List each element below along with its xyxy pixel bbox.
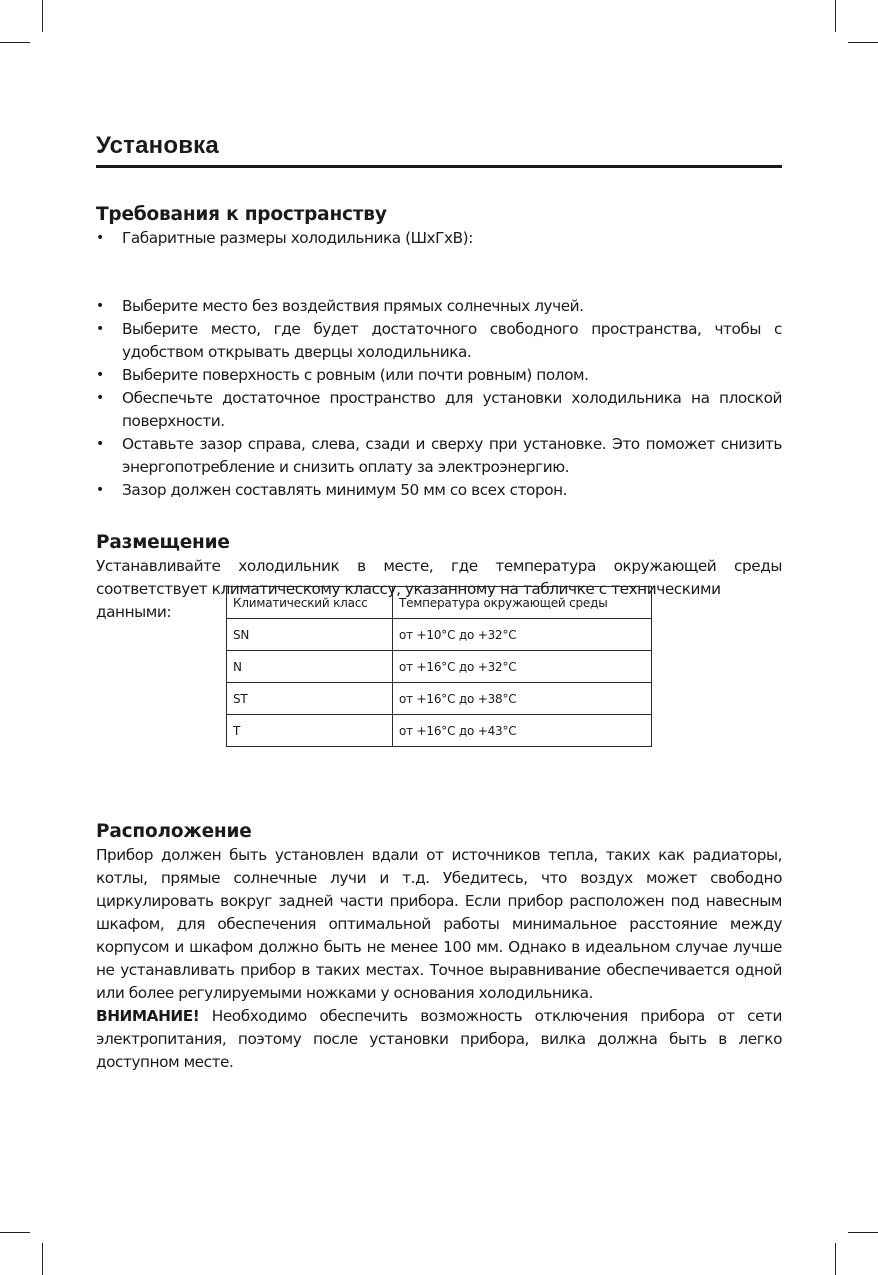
crop-mark: [0, 42, 30, 43]
table-cell: от +16°C до +38°C: [393, 683, 652, 715]
dimensions-blank: [96, 250, 782, 295]
table-header-row: [227, 587, 652, 619]
crop-mark: [42, 0, 43, 32]
space-requirements-section: [96, 203, 782, 502]
list-item: • Зазор должен составлять минимум 50 мм со всех сторон.: [96, 479, 782, 502]
space-requirements-list: [96, 295, 782, 502]
placement-text: Устанавливайте холодильник в месте, где температура окружающей среды соответствует климатическому классу, указанному на табличке с техническими: [96, 557, 782, 598]
placement-text-end: данными:: [96, 603, 172, 621]
climate-class-table: [226, 586, 652, 747]
table-cell: от +16°C до +43°C: [393, 715, 652, 747]
crop-mark: [835, 0, 836, 32]
page-content: [96, 128, 782, 1074]
list-item: • Выберите место без воздействия прямых солнечных лучей.: [96, 295, 782, 318]
column-header-temperature: Температура окружающей среды: [393, 587, 652, 619]
list-item: • Габаритные размеры холодильника (ШхГхВ):: [96, 227, 782, 250]
location-heading: Расположение: [96, 821, 252, 842]
column-header-class: Климатический класс: [227, 587, 393, 619]
placement-table-area: [96, 595, 782, 738]
list-item: • Обеспечьте достаточное пространство для установки холодильника на плоской поверхности.: [96, 387, 782, 433]
space-requirements-heading: Требования к пространству: [96, 204, 387, 225]
table-row: [227, 619, 652, 651]
list-item: • Выберите место, где будет достаточного свободного пространства, чтобы с удобством открывать дверцы холодильника.: [96, 318, 782, 364]
table-row: [227, 651, 652, 683]
table-row: [227, 683, 652, 715]
crop-mark: [0, 1232, 30, 1233]
placement-heading: Размещение: [96, 532, 230, 553]
placement-section: [96, 531, 782, 738]
list-item: • Выберите поверхность с ровным (или почти ровным) полом.: [96, 364, 782, 387]
table-cell: от +10°C до +32°C: [393, 619, 652, 651]
warning-text: Необходимо обеспечить возможность отключения прибора от сети электропитания, поэтому после установки прибора, вилка должна быть в легко доступном месте.: [96, 1007, 782, 1071]
crop-mark: [848, 42, 878, 43]
dimensions-list: [96, 227, 782, 250]
table-cell: от +16°C до +32°C: [393, 651, 652, 683]
list-item: • Оставьте зазор справа, слева, сзади и сверху при установке. Это поможет снизить энергопотребление и снизить оплату за электроэнергию.: [96, 433, 782, 479]
page-title: Установка: [96, 132, 219, 159]
location-section: [96, 820, 782, 1074]
crop-mark: [835, 1243, 836, 1275]
table-cell: SN: [227, 619, 393, 651]
crop-mark: [848, 1232, 878, 1233]
table-cell: T: [227, 715, 393, 747]
table-cell: N: [227, 651, 393, 683]
crop-mark: [42, 1243, 43, 1275]
warning-paragraph: [96, 1005, 782, 1074]
location-text: Прибор должен быть установлен вдали от источников тепла, таких как радиаторы, котлы, прямые солнечные лучи и т.д. Убедитесь, что воздух может свободно циркулировать вокруг задней части прибора. Если прибор расположен под навесным шкафом, для обеспечения оптимальной работы минимальное расстояние между корпусом и шкафом должно быть не менее 100 мм. Однако в идеальном случае лучше не устанавливать прибор в таких местах. Точное выравнивание обеспечивается одной или более регулируемыми ножками у основания холодильника.: [96, 846, 782, 1002]
warning-label: ВНИМАНИЕ!: [96, 1007, 200, 1025]
table-cell: ST: [227, 683, 393, 715]
table-row: [227, 715, 652, 747]
title-divider: [96, 165, 782, 168]
